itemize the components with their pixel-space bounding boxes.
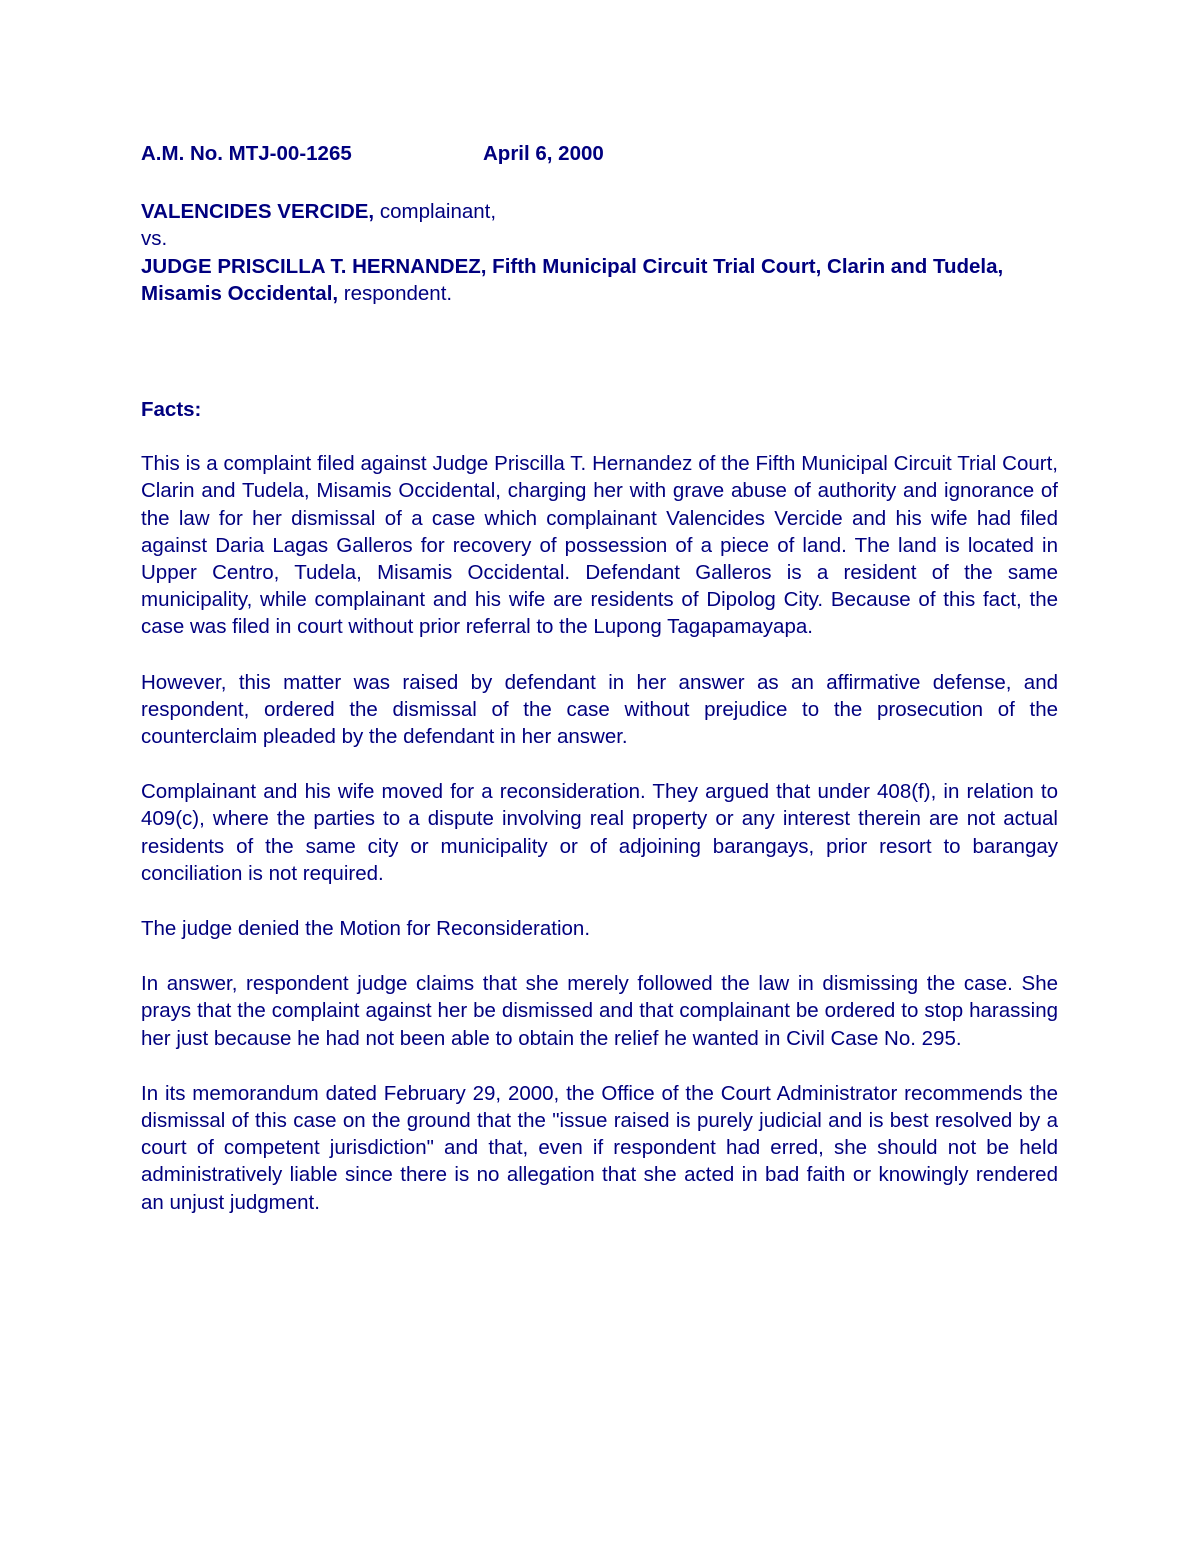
document-page (141, 140, 1058, 1216)
respondent-line (141, 253, 1058, 307)
parties-block (141, 198, 1058, 307)
facts-paragraph: The judge denied the Motion for Reconsideration. (141, 917, 591, 941)
facts-paragraph: Complainant and his wife moved for a reconsideration. They argued that under 408(f), in relation to 409(c), where the parties to a dispute involving real property or any interest therein are not actual residents of the same city or municipality or of adjoining barangays, prior resort to barangay conciliation is not required. (141, 780, 1058, 885)
case-date: April 6, 2000 (483, 142, 604, 165)
case-header (141, 140, 1058, 167)
facts-paragraph: This is a complaint filed against Judge Priscilla T. Hernandez of the Fifth Municipal Circuit Trial Court, Clarin and Tudela, Misamis Occidental, charging her with grave abuse of authority and ignorance of the law for her dismissal of a case which complainant Valencides Vercide and his wife had filed against Daria Lagas Galleros for recovery of possession of a piece of land. The land is located in Upper Centro, Tudela, Misamis Occidental. Defendant Galleros is a resident of the same municipality, while complainant and his wife are residents of Dipolog City. Because of this fact, the case was filed in court without prior referral to the Lupong Tagapamayapa. (141, 452, 1058, 639)
facts-paragraph: In answer, respondent judge claims that she merely followed the law in dismissing the case. She prays that the complaint against her be dismissed and that complainant be ordered to stop harassing her just because he had not been able to obtain the relief he wanted in Civil Case No. 295. (141, 972, 1058, 1050)
complainant-line (141, 198, 1058, 225)
versus-label: vs. (141, 227, 168, 251)
respondent-name: JUDGE PRISCILLA T. HERNANDEZ, Fifth Municipal Circuit Trial Court, Clarin and Tudela, Misamis Occidental, (141, 254, 1004, 305)
facts-heading: Facts: (141, 398, 202, 422)
case-number: A.M. No. MTJ-00-1265 (141, 142, 352, 165)
respondent-role: respondent. (338, 281, 453, 305)
complainant-role: complainant, (374, 200, 497, 224)
facts-paragraph: In its memorandum dated February 29, 2000, the Office of the Court Administrator recommends the dismissal of this case on the ground that the "issue raised is purely judicial and is best resolved by a court of competent jurisdiction" and that, even if respondent had erred, she should not be held administratively liable since there is no allegation that she acted in bad faith or knowingly rendered an unjust judgment. (141, 1081, 1058, 1214)
facts-paragraph: However, this matter was raised by defendant in her answer as an affirmative defense, and respondent, ordered the dismissal of the case without prejudice to the prosecution of the counterclaim pleaded by the defendant in her answer. (141, 670, 1058, 749)
complainant-name: VALENCIDES VERCIDE, (141, 200, 375, 224)
